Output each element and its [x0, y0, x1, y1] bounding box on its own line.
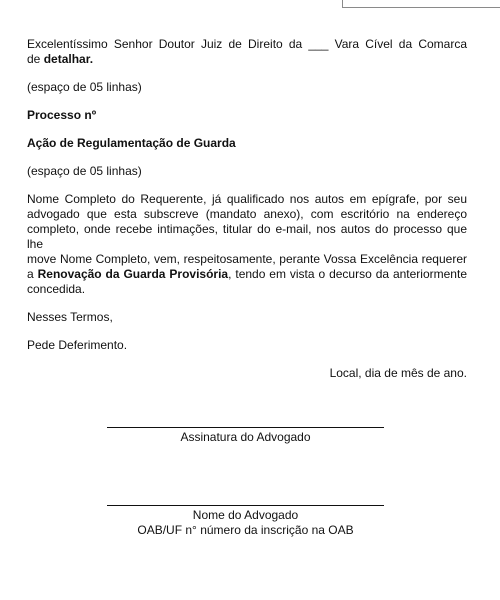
body-line-5-suffix: , tendo em vista o decurso da anteriormente	[228, 267, 467, 281]
header-line-2	[27, 52, 467, 67]
header-prefix: de	[27, 52, 41, 66]
spacer-note-1: (espaço de 05 linhas)	[27, 80, 142, 94]
lawyer-oab: OAB/UF n° número da inscrição na OAB	[137, 523, 354, 537]
body-line-4: move Nome Completo, vem, respeitosamente, perante Vossa Excelência requerer	[27, 252, 467, 266]
body-line-5-prefix: a	[27, 267, 34, 281]
body-line-6: concedida.	[27, 282, 86, 296]
spacer-note-2: (espaço de 05 linhas)	[27, 164, 142, 178]
action-title-text: Ação de Regulamentação de Guarda	[27, 136, 236, 150]
body-line-3: completo, onde recebe intimações, titular do e-mail, nos autos do processo que lhe	[27, 222, 467, 251]
body-line-2: advogado que esta subscreve (mandato anexo), com escritório na endereço	[27, 207, 467, 221]
header-line-1: Excelentíssimo Senhor Doutor Juiz de Direito da ___ Vara Cível da Comarca	[27, 37, 467, 51]
action-title	[27, 136, 467, 151]
petition-body	[27, 192, 467, 297]
renewal-request: Renovação da Guarda Provisória	[37, 267, 229, 281]
body-line-1: Nome Completo do Requerente, já qualificado nos autos em epígrafe, por seu	[27, 192, 467, 206]
process-number	[27, 108, 467, 123]
petition-document	[27, 37, 467, 381]
process-label: Processo nº	[27, 108, 97, 122]
signature-label: Assinatura do Advogado	[180, 430, 311, 444]
lawyer-name: Nome do Advogado	[192, 508, 299, 522]
header-placeholder: detalhar.	[43, 52, 94, 66]
signature-block-1	[107, 427, 384, 445]
closing-terms: Nesses Termos,	[27, 310, 113, 324]
signature-block-2	[107, 505, 384, 538]
closing-request: Pede Deferimento.	[27, 338, 128, 352]
top-frame	[342, 0, 500, 8]
signature-line-1	[107, 427, 384, 428]
court-addressing	[27, 37, 467, 67]
place-date: Local, dia de mês de ano.	[329, 366, 467, 380]
body-line-5	[27, 267, 467, 282]
signature-line-2	[107, 505, 384, 506]
